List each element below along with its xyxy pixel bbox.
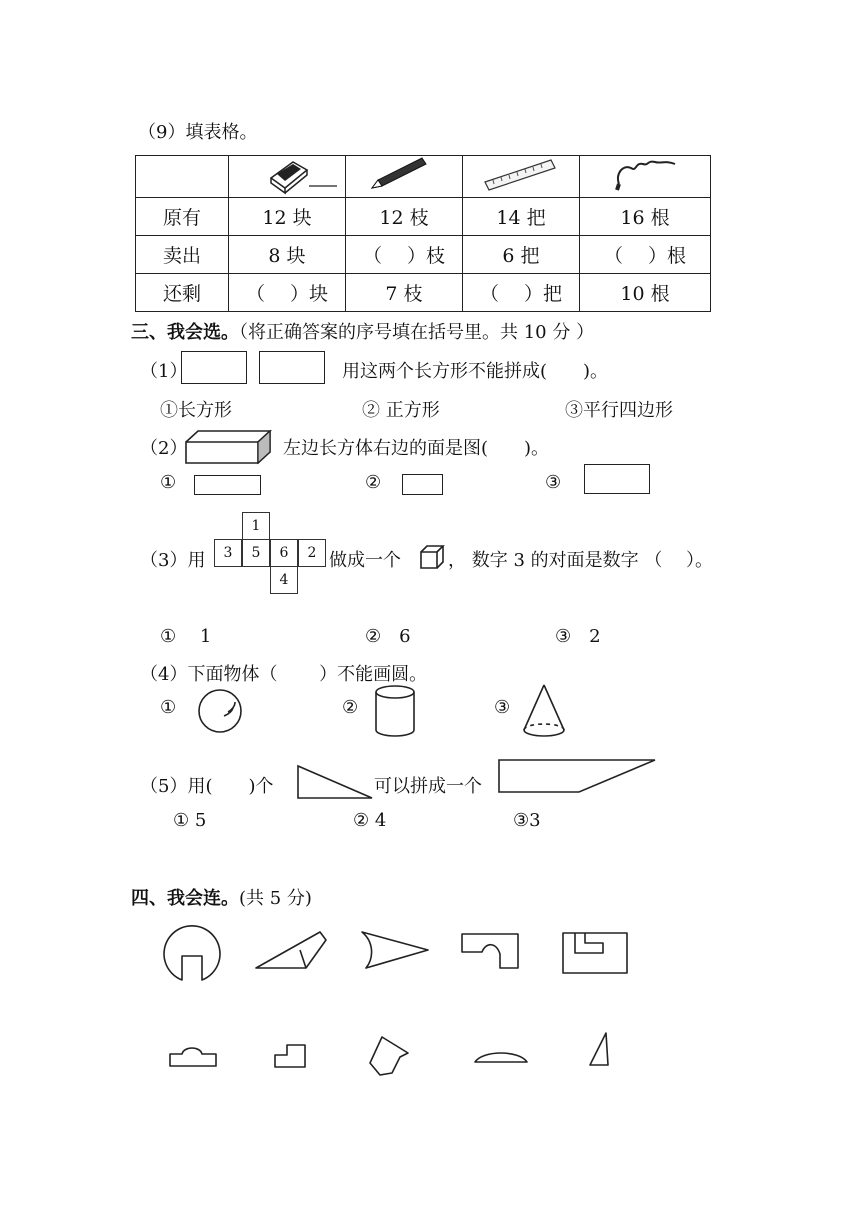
q5-option-1[interactable]: ① 5 <box>173 810 207 831</box>
circle-arch-shape[interactable] <box>160 926 226 986</box>
q2-option-1-rect <box>194 475 261 495</box>
half-disc-shape[interactable] <box>473 1050 531 1066</box>
net-face-3: 3 <box>214 539 242 567</box>
q1-option-3[interactable]: ③平行四边形 <box>565 400 673 421</box>
eraser-cell <box>229 156 346 198</box>
triangle-figure <box>296 764 376 800</box>
dart-shape[interactable] <box>360 930 430 970</box>
section4-title: 四、我会连。 <box>131 888 239 909</box>
bump-block-shape[interactable] <box>168 1044 220 1070</box>
q1-option-1[interactable]: ①长方形 <box>160 400 232 421</box>
q1-text: 用这两个长方形不能拼成( )。 <box>342 361 609 382</box>
cell-eraser-original: 12 块 <box>229 198 346 236</box>
eraser-icon <box>257 156 317 192</box>
cuboid-figure <box>185 430 275 466</box>
q2-option-3-rect <box>584 464 650 494</box>
q4-option-2[interactable]: ② <box>342 697 359 718</box>
row-label-original: 原有 <box>136 198 229 236</box>
net-face-5: 5 <box>242 539 270 567</box>
row-label-remaining: 还剩 <box>136 274 229 312</box>
ruler-cell <box>463 156 580 198</box>
section3-title: 三、我会选。 <box>131 322 239 343</box>
slot-frame-shape[interactable] <box>559 929 631 977</box>
section4-header <box>131 884 312 910</box>
cell-rope-original: 16 根 <box>580 198 711 236</box>
q3-text-a: 做成一个 <box>329 550 401 571</box>
q3-option-3[interactable]: ③ 2 <box>555 626 601 647</box>
q1-rect-b <box>259 351 325 384</box>
ruler-icon <box>481 156 561 192</box>
q3-option-2[interactable]: ② 6 <box>365 626 411 647</box>
notched-block-shape[interactable] <box>460 932 522 972</box>
cell-pencil-original: 12 枝 <box>346 198 463 236</box>
trapezoid-figure <box>497 758 659 796</box>
step-block-shape[interactable] <box>273 1043 309 1071</box>
cell-rope-sold[interactable]: （ ）根 <box>580 236 711 274</box>
q5-text-b: 可以拼成一个 <box>374 776 482 797</box>
cell-pencil-sold[interactable]: （ ）枝 <box>346 236 463 274</box>
q2-option-2[interactable]: ② <box>365 472 382 493</box>
cone-icon <box>522 684 570 740</box>
cylinder-icon <box>374 684 418 740</box>
q2-text: 左边长方体右边的面是图( )。 <box>283 438 550 459</box>
q2-number: （2） <box>140 438 188 459</box>
q9-title: （9）填表格。 <box>138 122 258 143</box>
cell-rope-remaining: 10 根 <box>580 274 711 312</box>
q5-option-3[interactable]: ③3 <box>513 810 541 831</box>
cell-ruler-sold: 6 把 <box>463 236 580 274</box>
q2-option-1[interactable]: ① <box>160 472 177 493</box>
q2-option-2-rect <box>402 474 443 495</box>
pencil-cell <box>346 156 463 198</box>
q3-text-b: ， 数字 3 的对面是数字 （ ）。 <box>448 550 714 571</box>
q4-option-3[interactable]: ③ <box>494 697 511 718</box>
section4-note: (共 5 分) <box>239 888 312 909</box>
q3-number: （3）用 <box>140 550 206 571</box>
net-face-6: 6 <box>270 539 298 567</box>
q3-option-1[interactable]: ① 1 <box>160 626 212 647</box>
q4-option-1[interactable]: ① <box>160 697 177 718</box>
q1-option-2[interactable]: ② 正方形 <box>362 400 440 421</box>
q5-text-a: （5）用( )个 <box>140 776 274 797</box>
ball-icon <box>198 690 246 734</box>
cell-ruler-remaining[interactable]: （ ）把 <box>463 274 580 312</box>
fill-table <box>135 155 711 312</box>
pencil-icon <box>364 156 444 192</box>
cube-icon <box>419 544 445 570</box>
cup-shape[interactable] <box>364 1035 412 1079</box>
thin-triangle-shape[interactable] <box>584 1031 614 1071</box>
q1-rect-a <box>181 351 247 384</box>
section3-header <box>131 318 594 344</box>
rope-icon <box>605 156 685 192</box>
q2-option-3[interactable]: ③ <box>545 472 562 493</box>
q5-option-2[interactable]: ② 4 <box>353 810 387 831</box>
net-face-2: 2 <box>298 539 326 567</box>
net-face-4: 4 <box>270 566 298 594</box>
row-label-sold: 卖出 <box>136 236 229 274</box>
cell-ruler-original: 14 把 <box>463 198 580 236</box>
q4-text: （4）下面物体（ ）不能画圆。 <box>140 664 428 685</box>
section3-note: （将正确答案的序号填在括号里。共 10 分 ） <box>239 322 595 343</box>
cell-eraser-remaining[interactable]: （ ）块 <box>229 274 346 312</box>
wedge-shape[interactable] <box>254 928 328 972</box>
rope-cell <box>580 156 711 198</box>
table-corner <box>136 156 229 198</box>
cell-eraser-sold: 8 块 <box>229 236 346 274</box>
net-face-1: 1 <box>242 512 270 540</box>
q1-number: （1） <box>140 361 188 382</box>
cell-pencil-remaining: 7 枝 <box>346 274 463 312</box>
